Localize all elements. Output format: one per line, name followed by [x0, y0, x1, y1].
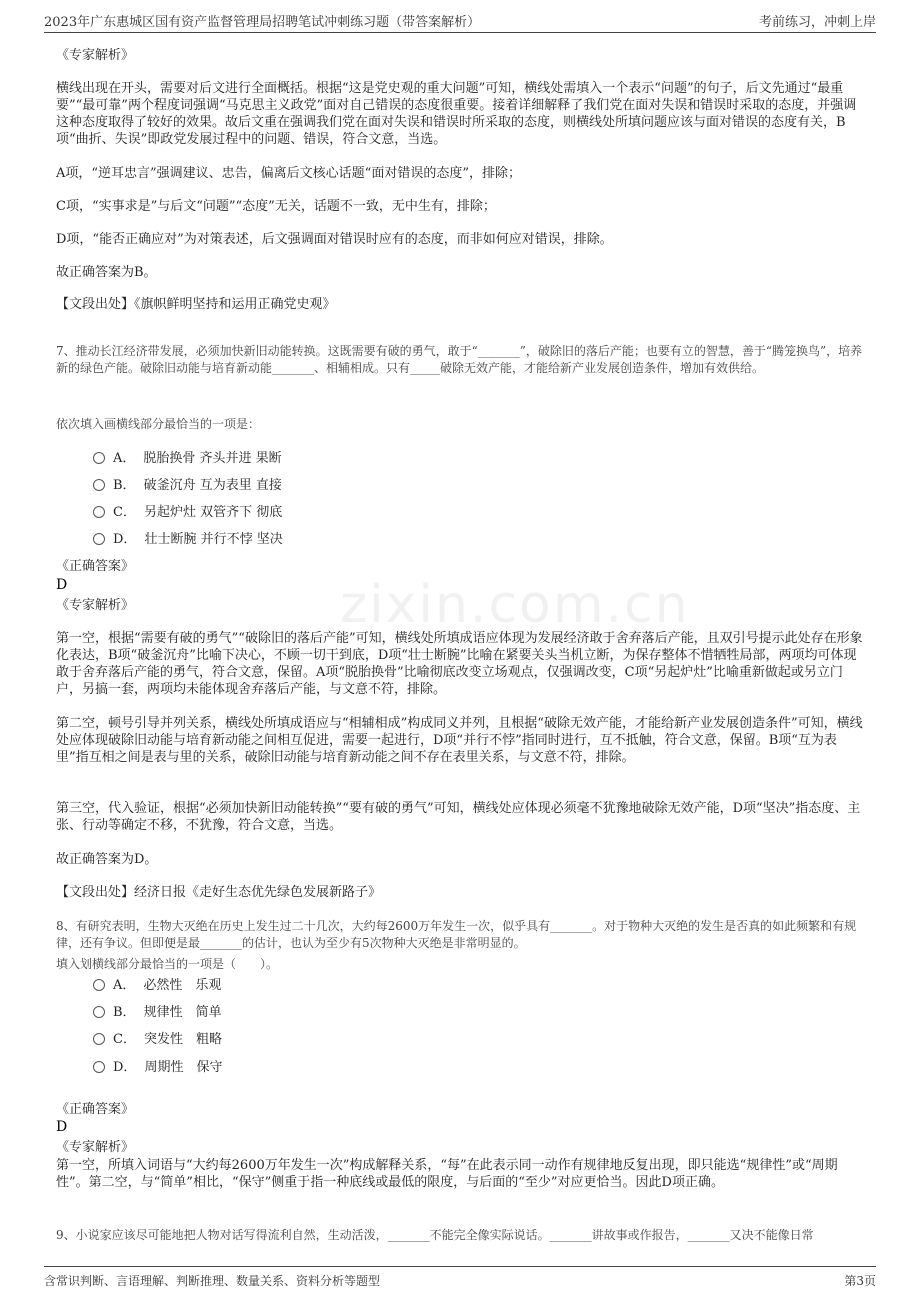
- q7-source: 【文段出处】经济日报《走好生态优先绿色发展新路子》: [56, 885, 382, 900]
- watermark: zixin.com.cn: [340, 575, 690, 635]
- header-slogan: 考前练习，冲刺上岸: [758, 15, 876, 30]
- q7-conclusion: 故正确答案为D。: [56, 852, 158, 867]
- radio-icon[interactable]: [93, 533, 105, 545]
- q7-stem: 7、推动长江经济带发展，必须加快新旧动能转换。这既需要有破的勇气，敢于“_______”，破除旧的落后产能；也要有立的智慧，善于“腾笼换鸟”，培养新的绿色产能。破除旧动能与培育新动能_______、相辅相成。只有_____破除无效产能，才能给新产业发展创造条件，增加有效供给。: [56, 344, 863, 375]
- document-title: 2023年广东惠城区国有资产监督管理局招聘笔试冲刺练习题（带答案解析）: [44, 15, 481, 30]
- footer-divider: [44, 1266, 876, 1267]
- q6-expert-label: 《专家解析》: [56, 48, 135, 63]
- radio-icon[interactable]: [93, 1006, 105, 1018]
- q7-option-b[interactable]: B． 破釜沉舟 互为表里 直接: [93, 477, 282, 494]
- q8-prompt: 填入划横线部分最恰当的一项是（ ）。: [56, 957, 279, 971]
- q6-source: 【文段出处】《旗帜鲜明坚持和运用正确党史观》: [56, 297, 336, 312]
- q7-analysis-blank-2: 第二空，顿号引导并列关系，横线处所填成语应与“相辅相成”构成同义并列，且根据“破除无效产能，才能给新产业发展创造条件”可知，横线处应体现破除旧动能与培育新动能之间相互促进，需要一起进行，D项“并行不悖”指同时进行，互不抵触，符合文意，保留。B项“互为表里”指互相之间是表与里的关系，破除旧动能与培育新动能之间不存在表里关系，与文意不符，排除。: [56, 716, 863, 765]
- q8-stem: 8、有研究表明，生物大灭绝在历史上发生过二十几次，大约每2600万年发生一次，似乎具有_______。对于物种大灭绝的发生是否真的如此频繁和有规律，还有争议。但即便是最_______的估计，也认为至少有5次物种大灭绝是非常明显的。: [56, 919, 857, 950]
- q6-analysis-option-c: C项，“实事求是”与后文“问题”“态度”无关，话题不一致，无中生有，排除；: [56, 199, 496, 214]
- q6-analysis-paragraph: 横线出现在开头，需要对后文进行全面概括。根据“这是党史观的重大问题”可知，横线处需填入一个表示“问题”的句子，后文先通过“最重要”“最可靠”两个程度词强调“马克思主义政党”面对自己错误的态度很重要。接着详细解释了我们党在面对失误和错误时采取的态度，并强调这种态度取得了较好的效果。故后文重在强调我们党在面对失误和错误时所采取的态度，则横线处所填问题应该与面对错误的态度有关，B项“曲折、失误”即政党发展过程中的问题、错误，符合文意，当选。: [56, 81, 857, 147]
- q7-answer: D: [56, 577, 68, 593]
- q7-expert-label: 《专家解析》: [56, 598, 135, 613]
- q8-answer: D: [56, 1119, 68, 1135]
- q8-expert-label: 《专家解析》: [56, 1140, 135, 1155]
- q8-answer-label: 《正确答案》: [56, 1102, 135, 1117]
- q7-answer-label: 《正确答案》: [56, 559, 135, 574]
- radio-icon[interactable]: [93, 1033, 105, 1045]
- q7-analysis-blank-3: 第三空，代入验证，根据“必须加快新旧动能转换”“要有破的勇气”可知，横线处应体现必须毫不犹豫地破除无效产能，D项“坚决”指态度、主张、行动等确定不移，不犹豫，符合文意，当选。: [56, 801, 861, 833]
- radio-icon[interactable]: [93, 506, 105, 518]
- radio-icon[interactable]: [93, 1061, 105, 1073]
- q8-analysis: 第一空，所填入词语与“大约每2600万年发生一次”构成解释关系，“每”在此表示同一动作有规律地反复出现，即只能选“规律性”或“周期性”。第二空，与“简单”相比，“保守”侧重于指一种底线或最低的限度，与后面的“至少”对应更恰当。因此D项正确。: [56, 1158, 838, 1190]
- q6-conclusion: 故正确答案为B。: [56, 265, 157, 280]
- q7-prompt: 依次填入画横线部分最恰当的一项是：: [56, 417, 261, 431]
- q8-option-d[interactable]: D． 周期性 保守: [93, 1059, 222, 1076]
- footer-description: 含常识判断、言语理解、判断推理、数量关系、资料分析等题型: [44, 1274, 381, 1288]
- q9-stem: 9、小说家应该尽可能地把人物对话写得流利自然，生动活泼，_______不能完全像实际说话。_______讲故事或作报告，_______又决不能像日常: [56, 1228, 814, 1242]
- q6-analysis-option-d: D项，“能否正确应对”为对策表述，后文强调面对错误时应有的态度，而非如何应对错误，排除。: [56, 232, 613, 247]
- q7-option-a[interactable]: A． 脱胎换骨 齐头并进 果断: [93, 450, 282, 467]
- header-divider: [44, 32, 876, 33]
- q8-option-a[interactable]: A． 必然性 乐观: [93, 977, 221, 994]
- q8-option-c[interactable]: C． 突发性 粗略: [93, 1031, 222, 1048]
- page-number: 第3页: [844, 1274, 876, 1288]
- q7-option-d[interactable]: D． 壮士断腕 并行不悖 坚决: [93, 531, 283, 548]
- q7-option-c[interactable]: C． 另起炉灶 双管齐下 彻底: [93, 504, 282, 521]
- q6-analysis-option-a: A项，“逆耳忠言”强调建议、忠告，偏离后文核心话题“面对错误的态度”，排除；: [56, 166, 521, 181]
- q8-option-b[interactable]: B． 规律性 简单: [93, 1004, 222, 1021]
- q7-analysis-blank-1: 第一空，根据“需要有破的勇气”“破除旧的落后产能”可知，横线处所填成语应体现为发展经济敢于舍弃落后产能，且双引号提示此处存在形象化表达，B项“破釜沉舟”比喻下决心，不顾一切干到底，D项“壮士断腕”比喻在紧要关头当机立断，为保存整体不惜牺牲局部，两项均可体现敢于舍弃落后产能的勇气，符合文意，保留。A项“脱胎换骨”比喻彻底改变立场观点，仅强调改变，C项“另起炉灶”比喻重新做起或另立门户，另搞一套，两项均未能体现舍弃落后产能，与文意不符，排除。: [56, 631, 863, 697]
- radio-icon[interactable]: [93, 979, 105, 991]
- page-header: [0, 0, 920, 30]
- radio-icon[interactable]: [93, 479, 105, 491]
- radio-icon[interactable]: [93, 452, 105, 464]
